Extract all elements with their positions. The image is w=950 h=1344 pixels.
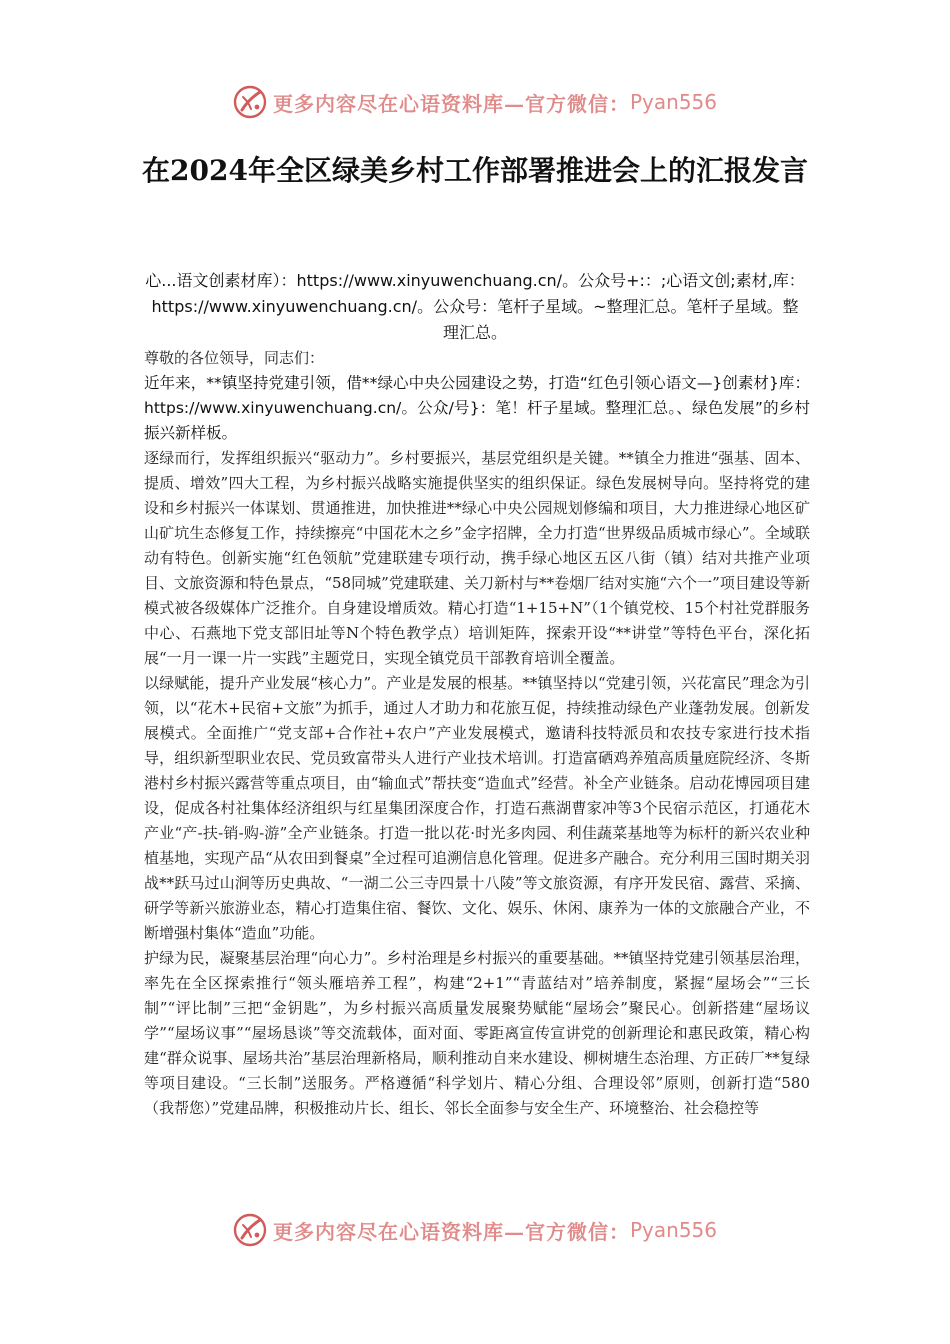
source-note: 心...语文创素材库）：https://www.xinyuwenchuang.cn/。公众号+:：;心语文创;素材,库：https://www.xinyuwenchuang.cn/。公众号：笔杆子星域。~整理汇总。笔杆子星域。整理汇总。 <box>145 271 805 342</box>
banner-text: 更多内容尽在心语资料库—官方微信： <box>272 1219 630 1244</box>
paragraph-industry: 以绿赋能，提升产业发展“核心力”。产业是发展的根基。**镇坚持以“党建引领，兴花富民”理念为引领，以“花木+民宿+文旅”为抓手，通过人才助力和花旅互促，持续推动绿色产业蓬勃发展。创新发展模式。全面推广“党支部+合作社+农户”产业发展模式，邀请科技特派员和农技专家进行技术指导，组织新型职业农民、党员致富带头人进行产业技术培训。打造富硒鸡养殖高质量庭院经济、冬斯港村乡村振兴露营等重点项目，由“输血式”帮扶变“造血式”经营。补全产业链条。启动花博园项目建设，促成各村社集体经济组织与红星集团深度合作，打造石燕湖曹家冲等3个民宿示范区，打通花木产业“产-扶-销-购-游”全产业链条。打造一批以花·时光多肉园、利佳蔬菜基地等为标杆的新兴农业种植基地，实现产品“从农田到餐桌”全过程可追溯信息化管理。促进多产融合。充分利用三国时期关羽战**跃马过山涧等历史典故、“一湖二公三寺四景十八陵”等文旅资源，有序开发民宿、露营、采摘、研学等新兴旅游业态，精心打造集住宿、餐饮、文化、娱乐、休闲、康养为一体的文旅融合产业，不断增强村集体“造血”功能。 <box>144 674 810 942</box>
lead-paragraph: 近年来，**镇坚持党建引领，借**绿心中央公园建设之势，打造“红色引领心语文—}创素材}库：https://www.xinyuwenchuang.cn/。公众/号}：笔！杆子星域。整理汇总。、绿色发展”的乡村振兴新样板。 <box>144 374 810 442</box>
paragraph-governance: 护绿为民，凝聚基层治理“向心力”。乡村治理是乡村振兴的重要基础。**镇坚持党建引领基层治理，率先在全区探索推行“领头雁培养工程”，构建“2+1”“青蓝结对”培养制度，紧握“屋场会”“三长制”“评比制”三把“金钥匙”，为乡村振兴高质量发展聚势赋能“屋场会”聚民心。创新搭建“屋场议学”“屋场议事”“屋场恳谈”等交流载体，面对面、零距离宣传宣讲党的创新理论和惠民政策，精心构建“群众说事、屋场共治”基层治理新格局，顺利推动自来水建设、柳树塘生态治理、方正砖厂**复绿等项目建设。“三长制”送服务。严格遵循“科学划片、精心分组、合理设邻”原则，创新打造“580（我帮您）”党建品牌，积极推动片长、组长、邻长全面参与安全生产、环境整治、社会稳控等 <box>144 949 810 1117</box>
greeting: 尊敬的各位领导，同志们： <box>144 349 325 367</box>
brush-logo-icon <box>233 1213 267 1247</box>
document-body <box>144 346 810 1121</box>
banner-wechat-id: Pyan556 <box>629 1218 717 1242</box>
banner-wechat-id: Pyan556 <box>629 90 717 114</box>
header-banner <box>0 82 950 122</box>
brush-logo-icon <box>233 85 267 119</box>
page-title: 在2024年全区绿美乡村工作部署推进会上的汇报发言 <box>142 154 808 187</box>
paragraph-organization: 逐绿而行，发挥组织振兴“驱动力”。乡村要振兴，基层党组织是关键。**镇全力推进“强基、固本、提质、增效”四大工程，为乡村振兴战略实施提供坚实的组织保证。绿色发展树导向。坚持将党的建设和乡村振兴一体谋划、贯通推进，加快推进**绿心中央公园规划修编和项目，大力推进绿心地区矿山矿坑生态修复工作，持续擦亮“中国花木之乡”金字招牌，全力打造“世界级品质城市绿心”。全域联动有特色。创新实施“红色领航”党建联建专项行动，携手绿心地区五区八街（镇）结对共推产业项目、文旅资源和特色景点，“58同城”党建联建、关刀新村与**卷烟厂结对实施“六个一”项目建设等新模式被各级媒体广泛推介。自身建设增质效。精心打造“1+15+N”（1个镇党校、15个村社党群服务中心、石燕地下党支部旧址等N个特色教学点）培训矩阵，探索开设“**讲堂”等特色平台，深化拓展“一月一课一片一实践”主题党日，实现全镇党员干部教育培训全覆盖。 <box>144 449 810 667</box>
banner-text: 更多内容尽在心语资料库—官方微信： <box>272 91 630 116</box>
footer-banner <box>0 1210 950 1250</box>
